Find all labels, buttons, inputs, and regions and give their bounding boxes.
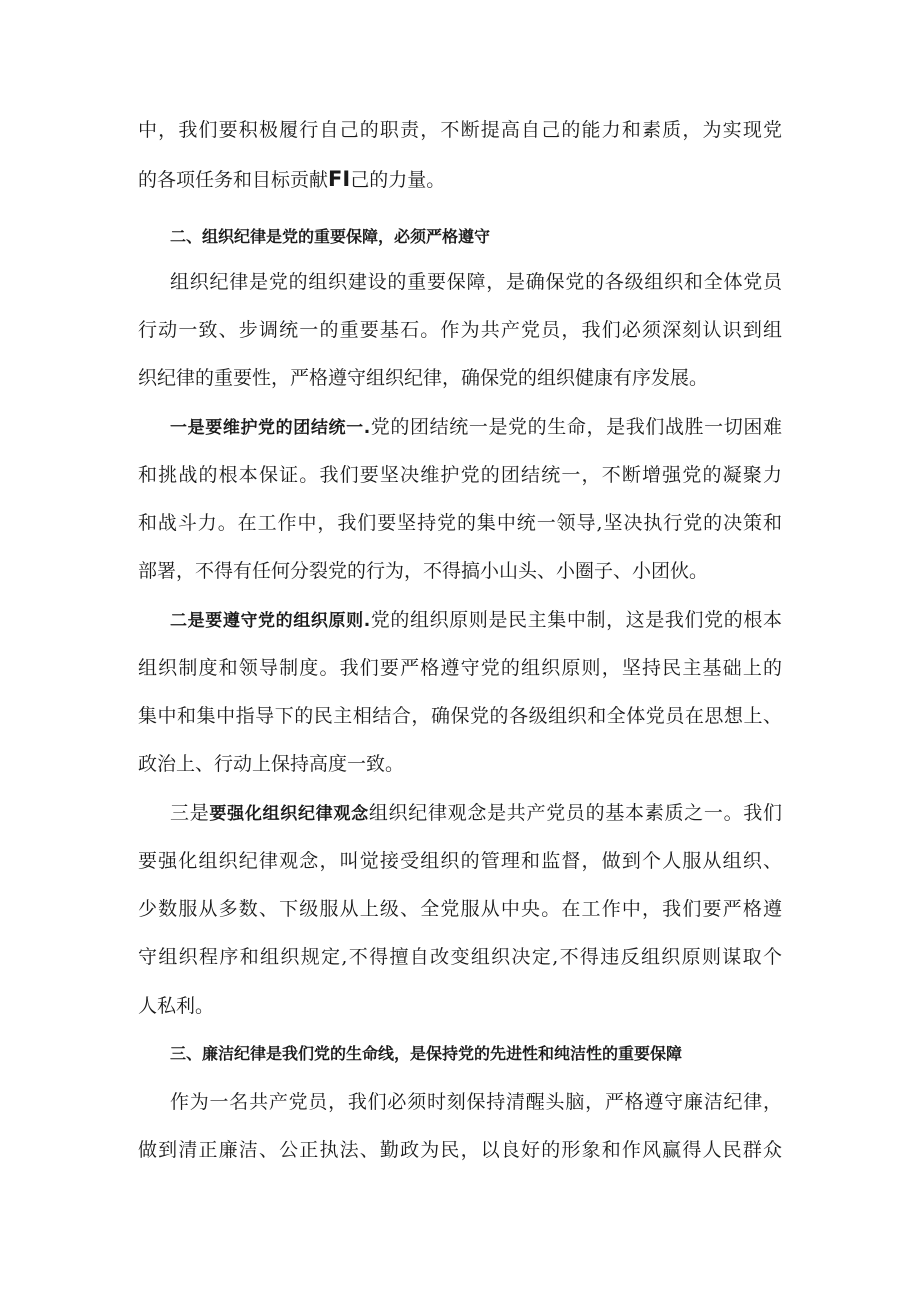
- point-lead: 二是要遵守党的组织原则.: [170, 611, 371, 631]
- section-heading: 三、廉洁纪律是我们党的生命线，是保持党的先进性和纯洁性的重要保障: [170, 1044, 683, 1063]
- paragraph-line: 中，我们要积极履行自己的职责，不断提高自己的能力和素质，为实现党: [138, 119, 782, 141]
- paragraph-line: 和挑战的根本保证。我们要坚决维护党的团结统一，不断增强党的凝聚力: [138, 464, 782, 486]
- paragraph-line: [138, 155, 782, 203]
- paragraph-line: 行动一致、步调统一的重要基石。作为共产党员，我们必须深刻认识到组: [138, 319, 782, 341]
- point-lead: 要强化组织纪律观念: [209, 804, 369, 824]
- paragraph-line: 政治上、行动上保持高度一致。: [138, 753, 405, 775]
- paragraph-line: [170, 789, 782, 837]
- paragraph-line: 和战斗力。在工作中，我们要坚持党的集中统一领导,坚决执行党的决策和: [138, 512, 782, 534]
- paragraph-line: 组织纪律是党的组织建设的重要保障，是确保党的各级组织和全体党员: [170, 271, 782, 293]
- section-heading: 二、组织纪律是党的重要保障，必须严格遵守: [170, 227, 491, 246]
- text-segment: 党的组织原则是民主集中制，这是我们党的根本: [370, 609, 782, 631]
- text-segment: FI: [328, 167, 351, 191]
- point-lead: 一是要维护党的团结统一.: [170, 418, 371, 438]
- paragraph-line: 要强化组织纪律观念，叫觉接受组织的管理和监督，做到个人服从组织、: [138, 850, 782, 872]
- text-segment: 三是: [170, 802, 210, 824]
- paragraph-line: 守组织程序和组织规定,不得擅自改变组织决定,不得违反组织原则谋取个: [138, 946, 782, 968]
- text-segment: 组织纪律观念是共产党员的基本素质之一。我们: [368, 802, 782, 824]
- paragraph-line: 做到清正廉洁、公正执法、勤政为民，以良好的形象和作风赢得人民群众: [138, 1139, 782, 1161]
- text-segment: 的各项任务和目标贡献: [138, 169, 329, 191]
- text-segment: 己的力量。: [350, 169, 446, 191]
- paragraph-line: 组织制度和领导制度。我们要严格遵守党的组织原则，坚持民主基础上的: [138, 657, 782, 679]
- paragraph-line: 人私利。: [138, 995, 215, 1017]
- text-segment: 党的团结统一是党的生命，是我们战胜一切困难: [370, 416, 782, 438]
- paragraph-line: 作为一名共产党员，我们必须时刻保持清醒头脑，严格遵守廉洁纪律，: [170, 1091, 782, 1113]
- paragraph-line: 集中和集中指导下的民主相结合，确保党的各级组织和全体党员在思想上、: [138, 705, 782, 727]
- paragraph-line: [170, 403, 782, 451]
- paragraph-line: 少数服从多数、下级服从上级、全党服从中央。在工作中，我们要严格遵: [138, 898, 782, 920]
- paragraph-line: [170, 596, 782, 644]
- paragraph-line: 部署，不得有任何分裂党的行为，不得搞小山头、小圈子、小团伙。: [138, 560, 709, 582]
- paragraph-line: 织纪律的重要性，严格遵守组织纪律，确保党的组织健康有序发展。: [138, 367, 709, 389]
